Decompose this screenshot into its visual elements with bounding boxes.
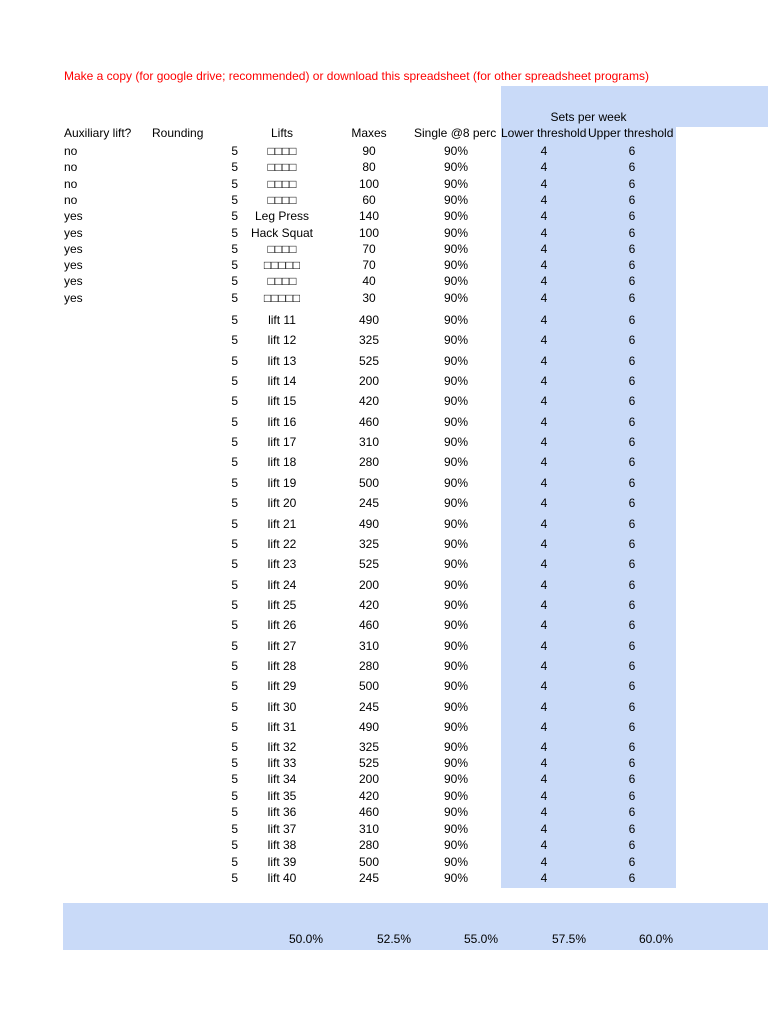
rounding-cell: 5 [231, 374, 238, 388]
lower-threshold-cell: 4 [540, 537, 548, 551]
sets-per-week-header: Sets per week [550, 110, 627, 124]
upper-threshold-cell: 6 [628, 209, 636, 223]
percentage-cell: 55.0% [463, 932, 499, 946]
upper-threshold-cell: 6 [628, 855, 636, 869]
upper-threshold-cell: 6 [628, 822, 636, 836]
lift-name-cell: lift 20 [267, 496, 297, 510]
single-cell: 90% [443, 720, 469, 734]
copy-notice: Make a copy (for google drive; recommended) or download this spreadsheet (for other spreadsheet programs) [64, 69, 649, 83]
lift-name-cell: lift 30 [267, 700, 297, 714]
aux-cell: no [64, 177, 78, 191]
max-cell: 490 [358, 313, 380, 327]
single-cell: 90% [443, 242, 469, 256]
lift-name-cell: □□□□ [267, 177, 297, 191]
max-cell: 245 [358, 700, 380, 714]
max-cell: 280 [358, 838, 380, 852]
rounding-cell: 5 [231, 578, 238, 592]
rounding-cell: 5 [231, 144, 238, 158]
single-cell: 90% [443, 639, 469, 653]
max-cell: 420 [358, 598, 380, 612]
upper-threshold-cell: 6 [628, 557, 636, 571]
single-cell: 90% [443, 435, 469, 449]
single-cell: 90% [443, 476, 469, 490]
upper-threshold-cell: 6 [628, 700, 636, 714]
max-cell: 525 [358, 557, 380, 571]
upper-threshold-cell: 6 [628, 871, 636, 885]
rounding-cell: 5 [231, 772, 238, 786]
single-cell: 90% [443, 258, 469, 272]
single-cell: 90% [443, 144, 469, 158]
single-cell: 90% [443, 496, 469, 510]
lower-threshold-cell: 4 [540, 435, 548, 449]
single-cell: 90% [443, 177, 469, 191]
lower-threshold-cell: 4 [540, 313, 548, 327]
max-cell: 200 [358, 374, 380, 388]
lift-name-cell: □□□□ [267, 160, 297, 174]
lift-name-cell: lift 14 [267, 374, 297, 388]
lift-name-cell: lift 27 [267, 639, 297, 653]
upper-threshold-cell: 6 [628, 455, 636, 469]
rounding-cell: 5 [231, 871, 238, 885]
rounding-cell: 5 [231, 291, 238, 305]
max-cell: 325 [358, 740, 380, 754]
upper-threshold-cell: 6 [628, 476, 636, 490]
lower-threshold-cell: 4 [540, 720, 548, 734]
upper-threshold-cell: 6 [628, 415, 636, 429]
max-cell: 280 [358, 659, 380, 673]
lift-name-cell: lift 11 [268, 313, 296, 327]
rounding-cell: 5 [231, 618, 238, 632]
max-cell: 500 [358, 855, 380, 869]
rounding-cell: 5 [231, 193, 238, 207]
lift-name-cell: Leg Press [254, 209, 310, 223]
rounding-cell: 5 [231, 258, 238, 272]
upper-threshold-cell: 6 [628, 772, 636, 786]
lower-threshold-cell: 4 [540, 455, 548, 469]
lift-name-cell: lift 19 [267, 476, 297, 490]
aux-cell: yes [64, 258, 83, 272]
lower-threshold-cell: 4 [540, 476, 548, 490]
lower-threshold-cell: 4 [540, 822, 548, 836]
upper-threshold-cell: 6 [628, 659, 636, 673]
lift-name-cell: lift 37 [267, 822, 297, 836]
single-cell: 90% [443, 789, 469, 803]
lift-name-cell: lift 34 [267, 772, 297, 786]
lift-name-cell: lift 23 [267, 557, 297, 571]
upper-threshold-cell: 6 [628, 805, 636, 819]
upper-threshold-cell: 6 [628, 720, 636, 734]
max-cell: 325 [358, 537, 380, 551]
lower-threshold-cell: 4 [540, 394, 548, 408]
upper-threshold-cell: 6 [628, 291, 636, 305]
lower-threshold-cell: 4 [540, 242, 548, 256]
header-maxes: Maxes [351, 126, 387, 140]
upper-threshold-cell: 6 [628, 144, 636, 158]
max-cell: 490 [358, 720, 380, 734]
single-cell: 90% [443, 557, 469, 571]
percentage-cell: 52.5% [376, 932, 412, 946]
single-cell: 90% [443, 517, 469, 531]
max-cell: 100 [358, 177, 380, 191]
single-cell: 90% [443, 740, 469, 754]
rounding-cell: 5 [231, 274, 238, 288]
upper-threshold-cell: 6 [628, 517, 636, 531]
rounding-cell: 5 [231, 435, 238, 449]
single-cell: 90% [443, 291, 469, 305]
upper-threshold-cell: 6 [628, 435, 636, 449]
max-cell: 460 [358, 805, 380, 819]
max-cell: 70 [362, 258, 376, 272]
rounding-cell: 5 [231, 354, 238, 368]
lift-name-cell: lift 13 [267, 354, 297, 368]
upper-threshold-cell: 6 [628, 354, 636, 368]
max-cell: 310 [358, 435, 380, 449]
lower-threshold-cell: 4 [540, 354, 548, 368]
rounding-cell: 5 [231, 333, 238, 347]
lift-name-cell: lift 16 [267, 415, 297, 429]
single-cell: 90% [443, 772, 469, 786]
rounding-cell: 5 [231, 209, 238, 223]
lower-threshold-cell: 4 [540, 598, 548, 612]
max-cell: 200 [358, 772, 380, 786]
max-cell: 40 [362, 274, 376, 288]
single-cell: 90% [443, 855, 469, 869]
lift-name-cell: lift 18 [267, 455, 297, 469]
percentage-cell: 57.5% [551, 932, 587, 946]
upper-threshold-cell: 6 [628, 258, 636, 272]
header-rounding: Rounding [152, 126, 204, 140]
lower-threshold-cell: 4 [540, 805, 548, 819]
upper-threshold-cell: 6 [628, 193, 636, 207]
rounding-cell: 5 [231, 313, 238, 327]
max-cell: 310 [358, 822, 380, 836]
max-cell: 325 [358, 333, 380, 347]
rounding-cell: 5 [231, 639, 238, 653]
max-cell: 420 [358, 394, 380, 408]
upper-threshold-cell: 6 [628, 598, 636, 612]
single-cell: 90% [443, 313, 469, 327]
aux-cell: no [64, 193, 78, 207]
rounding-cell: 5 [231, 394, 238, 408]
aux-cell: no [64, 160, 78, 174]
single-cell: 90% [443, 333, 469, 347]
percentage-cell: 60.0% [638, 932, 674, 946]
max-cell: 500 [358, 679, 380, 693]
aux-cell: yes [64, 291, 83, 305]
lift-name-cell: □□□□□ [263, 291, 301, 305]
lower-threshold-cell: 4 [540, 557, 548, 571]
single-cell: 90% [443, 756, 469, 770]
upper-threshold-cell: 6 [628, 394, 636, 408]
lift-name-cell: □□□□□ [263, 258, 301, 272]
lift-name-cell: lift 12 [267, 333, 297, 347]
lower-threshold-cell: 4 [540, 291, 548, 305]
lower-threshold-cell: 4 [540, 144, 548, 158]
lift-name-cell: lift 35 [267, 789, 297, 803]
header-lower-threshold: Lower threshold [501, 126, 587, 140]
max-cell: 525 [358, 354, 380, 368]
max-cell: 200 [358, 578, 380, 592]
max-cell: 100 [358, 226, 380, 240]
lower-threshold-cell: 4 [540, 160, 548, 174]
upper-threshold-cell: 6 [628, 679, 636, 693]
lift-name-cell: □□□□ [267, 193, 297, 207]
upper-threshold-cell: 6 [628, 374, 636, 388]
aux-cell: yes [64, 226, 83, 240]
upper-threshold-cell: 6 [628, 838, 636, 852]
single-cell: 90% [443, 193, 469, 207]
upper-threshold-cell: 6 [628, 537, 636, 551]
lift-name-cell: lift 32 [267, 740, 297, 754]
max-cell: 30 [362, 291, 376, 305]
lift-name-cell: lift 39 [267, 855, 297, 869]
rounding-cell: 5 [231, 455, 238, 469]
aux-cell: no [64, 144, 78, 158]
single-cell: 90% [443, 415, 469, 429]
rounding-cell: 5 [231, 838, 238, 852]
single-cell: 90% [443, 209, 469, 223]
rounding-cell: 5 [231, 740, 238, 754]
rounding-cell: 5 [231, 700, 238, 714]
single-cell: 90% [443, 871, 469, 885]
rounding-cell: 5 [231, 756, 238, 770]
max-cell: 140 [358, 209, 380, 223]
rounding-cell: 5 [231, 160, 238, 174]
max-cell: 460 [358, 415, 380, 429]
max-cell: 280 [358, 455, 380, 469]
lower-threshold-cell: 4 [540, 639, 548, 653]
single-cell: 90% [443, 374, 469, 388]
upper-threshold-cell: 6 [628, 242, 636, 256]
max-cell: 420 [358, 789, 380, 803]
rounding-cell: 5 [231, 476, 238, 490]
single-cell: 90% [443, 226, 469, 240]
lower-threshold-cell: 4 [540, 193, 548, 207]
rounding-cell: 5 [231, 537, 238, 551]
rounding-cell: 5 [231, 496, 238, 510]
lower-threshold-cell: 4 [540, 226, 548, 240]
max-cell: 525 [358, 756, 380, 770]
single-cell: 90% [443, 274, 469, 288]
rounding-cell: 5 [231, 720, 238, 734]
lift-name-cell: □□□□ [267, 144, 297, 158]
aux-cell: yes [64, 209, 83, 223]
header-single: Single @8 perc [414, 126, 497, 140]
lower-threshold-cell: 4 [540, 855, 548, 869]
upper-threshold-cell: 6 [628, 740, 636, 754]
upper-threshold-cell: 6 [628, 578, 636, 592]
lower-threshold-cell: 4 [540, 871, 548, 885]
single-cell: 90% [443, 455, 469, 469]
upper-threshold-cell: 6 [628, 639, 636, 653]
aux-cell: yes [64, 242, 83, 256]
lift-name-cell: Hack Squat [250, 226, 314, 240]
rounding-cell: 5 [231, 557, 238, 571]
max-cell: 60 [362, 193, 376, 207]
lower-threshold-cell: 4 [540, 772, 548, 786]
lift-name-cell: lift 24 [267, 578, 297, 592]
lower-threshold-cell: 4 [540, 274, 548, 288]
rounding-cell: 5 [231, 659, 238, 673]
lower-threshold-cell: 4 [540, 789, 548, 803]
single-cell: 90% [443, 838, 469, 852]
lower-threshold-cell: 4 [540, 700, 548, 714]
max-cell: 245 [358, 871, 380, 885]
lower-threshold-cell: 4 [540, 177, 548, 191]
lift-name-cell: lift 21 [267, 517, 297, 531]
lower-threshold-cell: 4 [540, 374, 548, 388]
lift-name-cell: lift 26 [267, 618, 297, 632]
single-cell: 90% [443, 618, 469, 632]
rounding-cell: 5 [231, 415, 238, 429]
lower-threshold-cell: 4 [540, 740, 548, 754]
max-cell: 460 [358, 618, 380, 632]
single-cell: 90% [443, 354, 469, 368]
rounding-cell: 5 [231, 855, 238, 869]
single-cell: 90% [443, 160, 469, 174]
rounding-cell: 5 [231, 805, 238, 819]
rounding-cell: 5 [231, 679, 238, 693]
max-cell: 500 [358, 476, 380, 490]
lift-name-cell: lift 17 [267, 435, 297, 449]
lower-threshold-cell: 4 [540, 756, 548, 770]
upper-threshold-cell: 6 [628, 333, 636, 347]
lift-name-cell: lift 31 [267, 720, 297, 734]
max-cell: 90 [362, 144, 376, 158]
rounding-cell: 5 [231, 517, 238, 531]
header-lifts: Lifts [270, 126, 293, 140]
single-cell: 90% [443, 537, 469, 551]
single-cell: 90% [443, 659, 469, 673]
single-cell: 90% [443, 700, 469, 714]
upper-threshold-cell: 6 [628, 789, 636, 803]
upper-threshold-cell: 6 [628, 496, 636, 510]
lower-threshold-cell: 4 [540, 578, 548, 592]
lift-name-cell: lift 29 [267, 679, 297, 693]
single-cell: 90% [443, 822, 469, 836]
rounding-cell: 5 [231, 177, 238, 191]
single-cell: 90% [443, 598, 469, 612]
lift-name-cell: lift 38 [267, 838, 297, 852]
lower-threshold-cell: 4 [540, 258, 548, 272]
lower-threshold-cell: 4 [540, 209, 548, 223]
upper-threshold-cell: 6 [628, 618, 636, 632]
upper-threshold-cell: 6 [628, 274, 636, 288]
lower-threshold-cell: 4 [540, 618, 548, 632]
lift-name-cell: □□□□ [267, 242, 297, 256]
rounding-cell: 5 [231, 789, 238, 803]
rounding-cell: 5 [231, 242, 238, 256]
upper-threshold-cell: 6 [628, 756, 636, 770]
lift-name-cell: □□□□ [267, 274, 297, 288]
lower-threshold-cell: 4 [540, 838, 548, 852]
rounding-cell: 5 [231, 226, 238, 240]
lower-threshold-cell: 4 [540, 496, 548, 510]
percentage-cell: 50.0% [288, 932, 324, 946]
max-cell: 310 [358, 639, 380, 653]
header-auxiliary: Auxiliary lift? [64, 126, 132, 140]
lower-threshold-cell: 4 [540, 659, 548, 673]
lift-name-cell: lift 36 [267, 805, 297, 819]
upper-threshold-cell: 6 [628, 313, 636, 327]
rounding-cell: 5 [231, 822, 238, 836]
max-cell: 70 [362, 242, 376, 256]
single-cell: 90% [443, 394, 469, 408]
lift-name-cell: lift 28 [267, 659, 297, 673]
lift-name-cell: lift 15 [267, 394, 297, 408]
max-cell: 490 [358, 517, 380, 531]
max-cell: 80 [362, 160, 376, 174]
upper-threshold-cell: 6 [628, 226, 636, 240]
lower-threshold-cell: 4 [540, 517, 548, 531]
lift-name-cell: lift 40 [267, 871, 297, 885]
aux-cell: yes [64, 274, 83, 288]
lower-threshold-cell: 4 [540, 679, 548, 693]
lower-threshold-cell: 4 [540, 415, 548, 429]
single-cell: 90% [443, 805, 469, 819]
lift-name-cell: lift 33 [267, 756, 297, 770]
lower-threshold-cell: 4 [540, 333, 548, 347]
lift-name-cell: lift 22 [267, 537, 297, 551]
single-cell: 90% [443, 679, 469, 693]
upper-threshold-cell: 6 [628, 177, 636, 191]
header-upper-threshold: Upper threshold [588, 126, 674, 140]
rounding-cell: 5 [231, 598, 238, 612]
upper-threshold-cell: 6 [628, 160, 636, 174]
single-cell: 90% [443, 578, 469, 592]
lift-name-cell: lift 25 [267, 598, 297, 612]
max-cell: 245 [358, 496, 380, 510]
